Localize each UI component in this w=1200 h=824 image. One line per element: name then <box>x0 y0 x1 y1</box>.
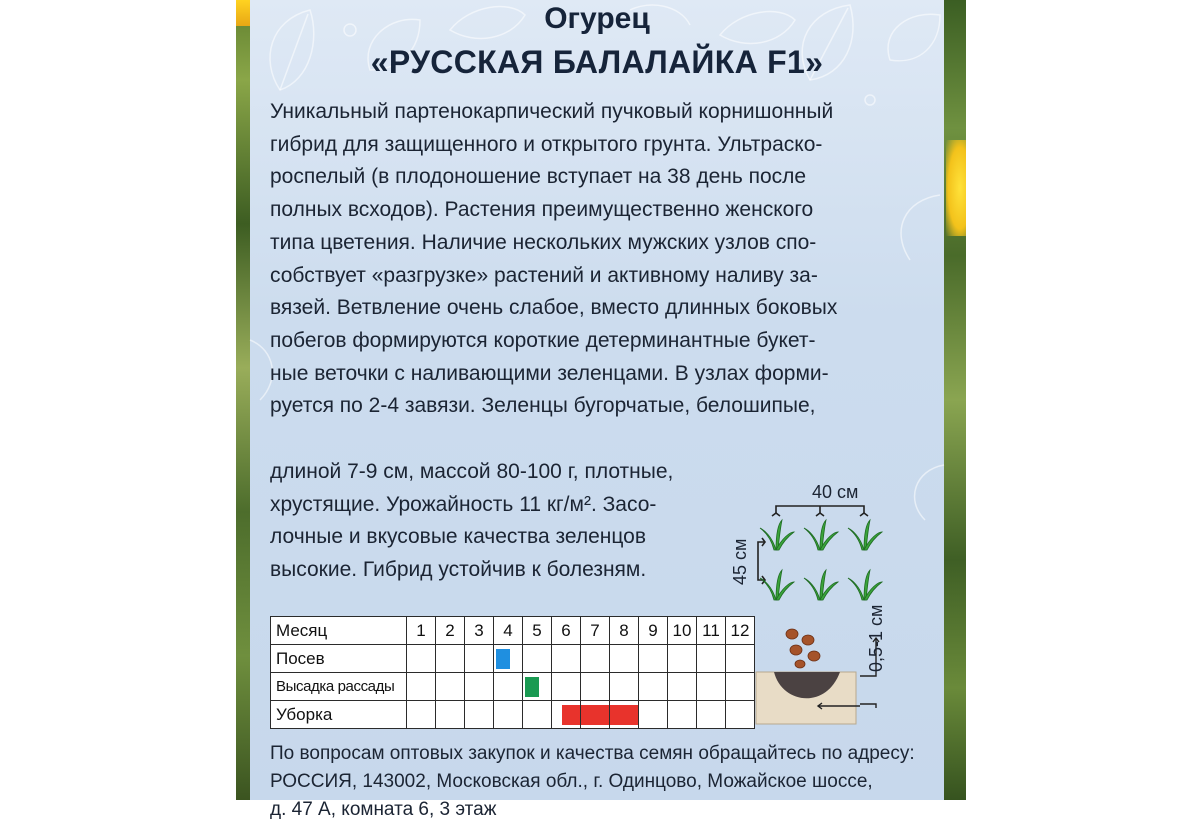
month-cell <box>639 645 668 673</box>
month-number: 4 <box>494 617 523 645</box>
garden-background-left <box>236 0 250 800</box>
month-cell <box>494 673 523 701</box>
month-number: 7 <box>581 617 610 645</box>
calendar-row-sowing <box>271 645 755 673</box>
description-line: лочные и вкусовые качества зеленцов <box>270 525 647 549</box>
calendar-period-bar <box>581 705 609 725</box>
calendar-header-row <box>271 617 755 645</box>
sowing-depth-label: 0,5-1 см <box>866 604 886 672</box>
month-cell <box>668 701 697 729</box>
row-spacing-label: 40 см <box>812 482 859 502</box>
month-number: 1 <box>407 617 436 645</box>
contact-line: По вопросам оптовых закупок и качества семян обращайтесь по адресу: <box>270 743 915 764</box>
month-cell <box>639 673 668 701</box>
description-line: побегов формируются короткие детерминантные букет- <box>270 328 816 352</box>
calendar-row-label: Уборка <box>271 701 407 729</box>
contact-line: РОССИЯ, 143002, Московская обл., г. Одинцово, Можайское шоссе, <box>270 771 873 792</box>
flower-fragment <box>236 0 250 26</box>
month-cell <box>610 701 639 729</box>
month-cell <box>407 701 436 729</box>
month-cell <box>639 701 668 729</box>
month-cell <box>697 673 726 701</box>
calendar-row-harvest <box>271 701 755 729</box>
month-number: 3 <box>465 617 494 645</box>
description-line: вязей. Ветвление очень слабое, вместо длинных боковых <box>270 296 838 320</box>
month-cell <box>726 673 755 701</box>
description-line: Уникальный партенокарпический пучковый корнишонный <box>270 100 834 123</box>
seedlings-icon <box>728 480 908 610</box>
calendar-row-label: Посев <box>271 645 407 673</box>
month-number: 10 <box>668 617 697 645</box>
description-line: собствует «разгрузке» растений и активному наливу за- <box>270 263 818 287</box>
description-line: высокие. Гибрид устойчив к болезням. <box>270 558 647 582</box>
month-number: 5 <box>523 617 552 645</box>
month-cell <box>523 673 552 701</box>
flower-fragment <box>946 140 966 236</box>
month-cell <box>494 701 523 729</box>
month-cell <box>581 645 610 673</box>
month-cell <box>552 645 581 673</box>
month-cell <box>726 645 755 673</box>
description-line: ные веточки с наливающими зеленцами. В узлах форми- <box>270 361 829 385</box>
month-cell <box>436 673 465 701</box>
month-cell <box>726 701 755 729</box>
month-cell <box>552 701 581 729</box>
description <box>270 96 912 423</box>
sowing-depth-diagram <box>756 624 916 734</box>
description-continued <box>270 456 722 587</box>
month-number: 8 <box>610 617 639 645</box>
description-line: типа цветения. Наличие нескольких мужских узлов спо- <box>270 230 817 254</box>
month-cell <box>407 645 436 673</box>
description-line: длиной 7-9 см, массой 80-100 г, плотные, <box>270 460 674 483</box>
month-cell <box>668 645 697 673</box>
month-cell <box>436 701 465 729</box>
description-line: роспелый (в плодоношение вступает на 38 день после <box>270 165 807 189</box>
month-number: 6 <box>552 617 581 645</box>
calendar-period-bar <box>562 705 580 725</box>
month-cell <box>523 645 552 673</box>
product-type: Огурец <box>544 2 650 35</box>
calendar-period-bar <box>496 649 510 669</box>
contact-info <box>270 740 920 824</box>
month-number: 11 <box>697 617 726 645</box>
month-cell <box>610 645 639 673</box>
month-cell <box>465 701 494 729</box>
calendar-header-label: Месяц <box>271 617 407 645</box>
planting-scheme-diagram <box>728 480 908 610</box>
calendar-row-label: Высадка рассады <box>271 673 407 701</box>
calendar-row-transplant <box>271 673 755 701</box>
month-cell <box>581 701 610 729</box>
description-line: хрустящие. Урожайность 11 кг/м². Засо- <box>270 492 657 516</box>
month-number: 12 <box>726 617 755 645</box>
contact-line: д. 47 А, комната 6, 3 этаж <box>270 799 497 820</box>
month-cell <box>494 645 523 673</box>
month-cell <box>581 673 610 701</box>
description-line: полных всходов). Растения преимущественно женского <box>270 198 814 222</box>
description-line: гибрид для защищенного и открытого грунта. Ультраско- <box>270 132 823 156</box>
planting-calendar <box>270 616 755 729</box>
month-cell <box>465 645 494 673</box>
month-cell <box>436 645 465 673</box>
product-name: «РУССКАЯ БАЛАЛАЙКА F1» <box>370 44 824 80</box>
month-cell <box>697 645 726 673</box>
seed-packet-back <box>250 0 944 820</box>
plant-spacing-label: 45 см <box>730 538 750 585</box>
month-cell <box>407 673 436 701</box>
month-cell <box>465 673 494 701</box>
month-number: 9 <box>639 617 668 645</box>
description-line: руется по 2-4 завязи. Зеленцы бугорчатые, белошипые, <box>270 394 816 418</box>
month-number: 2 <box>436 617 465 645</box>
calendar-period-bar <box>610 705 638 725</box>
month-cell <box>697 701 726 729</box>
month-cell <box>552 673 581 701</box>
calendar-period-bar <box>525 677 539 697</box>
month-cell <box>610 673 639 701</box>
garden-background-right <box>944 0 966 800</box>
month-cell <box>523 701 552 729</box>
month-cell <box>668 673 697 701</box>
